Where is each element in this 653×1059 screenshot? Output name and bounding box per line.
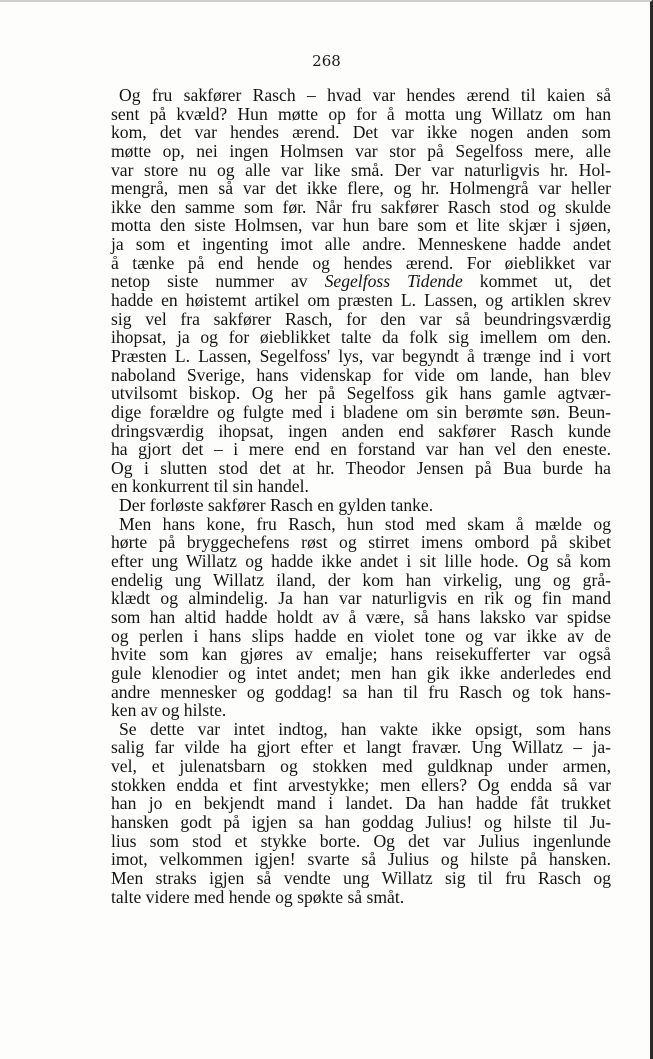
paragraph-2 bbox=[111, 496, 611, 515]
text-line: Præsten L. Lassen, Segelfoss' lys, var begyndt å trænge ind i vort bbox=[111, 345, 611, 366]
text-line: dige forældre og fulgte med i bladene om sin berømte søn. Beun- bbox=[111, 401, 611, 422]
text-line: å tænke på end hende og hendes ærend. For øieblikket var bbox=[111, 252, 611, 273]
text-line: hørte på bryggechefens røst og stirret imens ombord på skibet bbox=[111, 532, 611, 553]
text-line: ihopsat, ja og for øieblikket talte da folk sig imellem om den. bbox=[111, 327, 611, 348]
text-line: andre mennesker og goddag! sa han til fru Rasch og tok hans- bbox=[111, 681, 611, 702]
paragraph-1 bbox=[111, 86, 611, 496]
paragraph-3 bbox=[111, 515, 611, 720]
text-line: lius som stod et stykke borte. Og det var Julius ingenlunde bbox=[111, 830, 611, 851]
text-line: salig far vilde ha gjort efter et langt fravær. Ung Willatz – ja- bbox=[111, 737, 611, 758]
text-line: dringsværdig ihopsat, ingen anden end sakfører Rasch kunde bbox=[111, 420, 611, 441]
newspaper-title: Segelfoss Tidende bbox=[324, 271, 463, 292]
text-line: var store nu og alle var like små. Der var naturligvis hr. Hol- bbox=[111, 159, 611, 180]
text-line: Og fru sakfører Rasch – hvad var hendes ærend til kaien så bbox=[119, 85, 611, 105]
text-line: en konkurrent til sin handel. bbox=[111, 476, 309, 497]
text-fragment: kommet ut, det bbox=[462, 271, 612, 292]
text-line: vel, et julenatsbarn og stokken med guldknap under armen, bbox=[111, 756, 611, 777]
text-line: mengrå, men så var det ikke flere, og hr. Holmengrå var heller bbox=[111, 178, 611, 199]
text-line: sig vel fra sakfører Rasch, for den var så beundringsværdig bbox=[111, 308, 611, 329]
page-number: 268 bbox=[312, 52, 341, 70]
text-line: møtte op, nei ingen Holmsen var stor på Segelfoss mere, alle bbox=[111, 140, 611, 161]
text-line: Men hans kone, fru Rasch, hun stod med skam å mælde og bbox=[119, 513, 611, 534]
text-fragment: netop siste nummer av bbox=[111, 271, 325, 292]
text-line: kom, det var hendes ærend. Det var ikke nogen anden som bbox=[111, 122, 611, 143]
text-line: ha gjort det – i mere end en forstand var han vel den eneste. bbox=[111, 439, 611, 460]
text-line: Men straks igjen så vendte ung Willatz sig til fru Rasch og bbox=[111, 867, 611, 888]
text-line: naboland Sverige, hans videnskap for vide om lande, han blev bbox=[111, 364, 611, 385]
text-line: Der forløste sakfører Rasch en gylden tanke. bbox=[119, 495, 434, 516]
text-line: sent på kvæld? Hun møtte op for å motta ung Willatz om han bbox=[111, 103, 611, 124]
text-line: talte videre med hende og spøkte så småt. bbox=[111, 886, 405, 907]
text-line: imot, velkommen igjen! svarte så Julius og hilste på hansken. bbox=[111, 849, 611, 870]
text-line-with-title bbox=[111, 272, 611, 291]
text-line: og perlen i hans slips hadde en violet tone og var ikke av de bbox=[111, 625, 611, 646]
text-line: hadde en høistemt artikel om præsten L. Lassen, og artiklen skrev bbox=[111, 290, 611, 311]
text-line: motta den siste Holmsen, var hun bare som et lite skjær i sjøen, bbox=[111, 215, 611, 236]
text-line: hansken godt på igjen sa han goddag Julius! og hilste til Ju- bbox=[111, 811, 611, 832]
text-line: ikke den samme som før. Når fru sakfører Rasch stod og skulde bbox=[111, 196, 611, 217]
text-line: efter ung Willatz og hadde ikke andet i sit lille hode. Og så kom bbox=[111, 551, 611, 572]
text-line: ken av og hilste. bbox=[111, 700, 227, 721]
text-line: Se dette var intet indtog, han vakte ikke opsigt, som hans bbox=[119, 718, 611, 739]
text-line: han jo en bekjendt mand i landet. Da han hadde fåt trukket bbox=[111, 793, 611, 814]
text-line: klædt og almindelig. Ja han var naturligvis en rik og fin mand bbox=[111, 588, 611, 609]
text-line: gule klenodier og intet andet; men han gik ikke anderledes end bbox=[111, 662, 611, 683]
text-line: endelig ung Willatz iland, der kom han virkelig, ung og grå- bbox=[111, 569, 611, 590]
text-line: som han altid hadde holdt av å være, så hans laksko var spidse bbox=[111, 606, 611, 627]
text-line: Og i slutten stod det at hr. Theodor Jensen på Bua burde ha bbox=[111, 457, 611, 478]
paragraph-4 bbox=[111, 720, 611, 906]
body-text bbox=[111, 86, 611, 906]
text-line: stokken endda et fint arvestykke; men ellers? Og endda så var bbox=[111, 774, 611, 795]
text-line: hvite som kan gjøres av emalje; hans reisekufferter var også bbox=[111, 644, 611, 665]
text-line: utvilsomt biskop. Og her på Segelfoss gik hans gamle agtvær- bbox=[111, 383, 611, 404]
text-line: ja som et ingenting imot alle andre. Menneskene hadde andet bbox=[111, 234, 611, 255]
